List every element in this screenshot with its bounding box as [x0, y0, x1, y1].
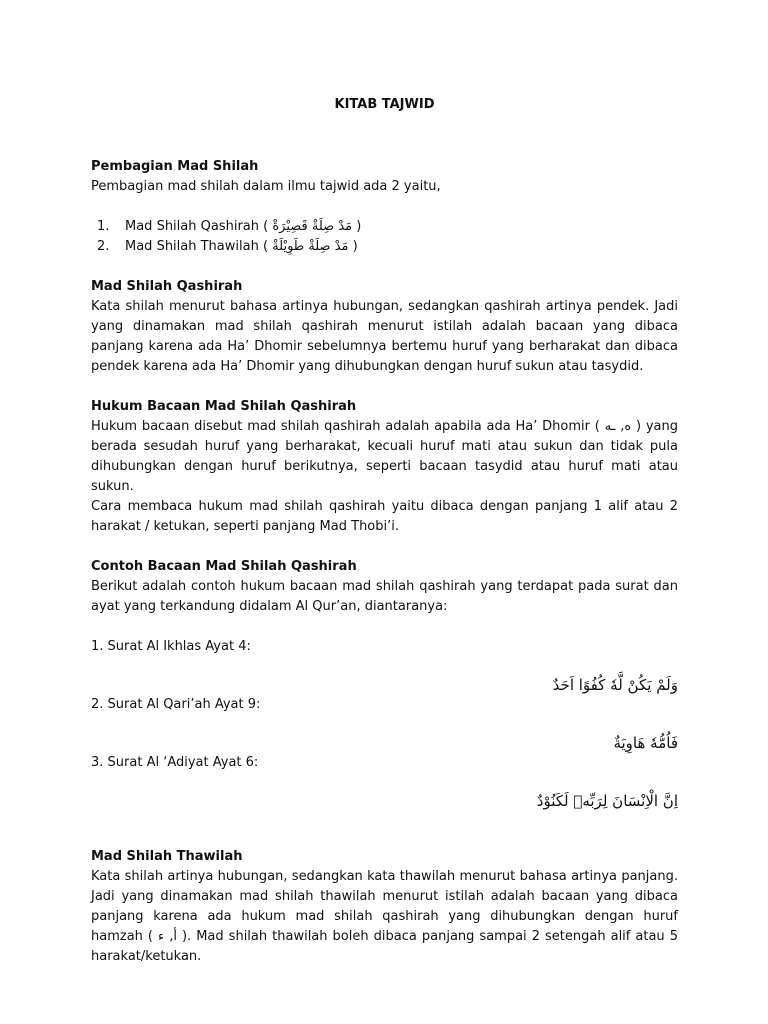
contoh-paragraph: Berikut adalah contoh hukum bacaan mad shilah qashirah yang terdapat pada surat dan ayat yang terkandung didalam Al Qur’an, diantaranya: [91, 579, 678, 614]
heading-hukum: Hukum Bacaan Mad Shilah Qashirah [91, 399, 357, 414]
hukum-paragraph-2: Cara membaca hukum mad shilah qashirah yaitu dibaca dengan panjang 1 alif atau 2 harakat / ketukan, seperti panjang Mad Thobi’i. [91, 499, 678, 534]
pembagian-intro: Pembagian mad shilah dalam ilmu tajwid ada 2 yaitu, [91, 179, 441, 194]
document-body [91, 95, 678, 967]
heading-pembagian: Pembagian Mad Shilah [91, 159, 259, 174]
list-item: 2. Mad Shilah Thawilah ( مَدْ صِلَةْ طَوِيْلَةْ ) [97, 239, 358, 254]
hukum-paragraph-1: Hukum bacaan disebut mad shilah qashirah adalah apabila ada Ha’ Dhomir ( ه, ـه ) yang berada sesudah huruf yang berharakat, kecuali huruf mati atau sukun dan tidak pula dihubungkan dengan huruf berikutnya, seperti bacaan tasydid atau huruf mati atau sukun. [91, 419, 678, 494]
list-item: 1. Mad Shilah Qashirah ( مَدْ صِلَةْ قَصِيْرَةْ ) [97, 219, 362, 234]
example-arabic-1: وَلَمْ يَكُنْ لَّهٗ كُفُوًا اَحَدٌ [552, 676, 678, 694]
example-arabic-3: اِنَّ الْاِنْسَانَ لِرَبِّهٖ لَكَنُوْدٌ [536, 792, 678, 810]
heading-thawilah: Mad Shilah Thawilah [91, 849, 243, 864]
pembagian-list [91, 217, 678, 257]
example-label-3: 3. Surat Al ‘Adiyat Ayat 6: [91, 755, 259, 770]
example-label-1: 1. Surat Al Ikhlas Ayat 4: [91, 639, 251, 654]
thawilah-paragraph: Kata shilah artinya hubungan, sedangkan kata thawilah menurut bahasa artinya panjang. Jadi yang dinamakan mad shilah thawilah menurut istilah adalah bacaan yang dibaca panjang karena ada hukum mad shilah qashirah yang dihubungkan dengan huruf hamzah ( أ, ء ). Mad shilah thawilah boleh dibaca panjang sampai 2 setengah alif atau 5 harakat/ketukan. [91, 869, 678, 964]
document-title: KITAB TAJWID [334, 97, 435, 112]
example-label-2: 2. Surat Al Qari’ah Ayat 9: [91, 697, 261, 712]
heading-qashirah: Mad Shilah Qashirah [91, 279, 243, 294]
qashirah-paragraph: Kata shilah menurut bahasa artinya hubungan, sedangkan qashirah artinya pendek. Jadi yang dinamakan mad shilah qashirah menurut istilah adalah bacaan yang dibaca panjang karena ada Ha’ Dhomir sebelumnya bertemu huruf yang berharakat dan dibaca pendek karena ada Ha’ Dhomir yang dihubungkan dengan huruf sukun atau tasydid. [91, 299, 678, 374]
example-arabic-2: فَاُمُّهٗ هَاوِيَةٌ [613, 734, 678, 752]
heading-contoh: Contoh Bacaan Mad Shilah Qashirah [91, 559, 357, 574]
